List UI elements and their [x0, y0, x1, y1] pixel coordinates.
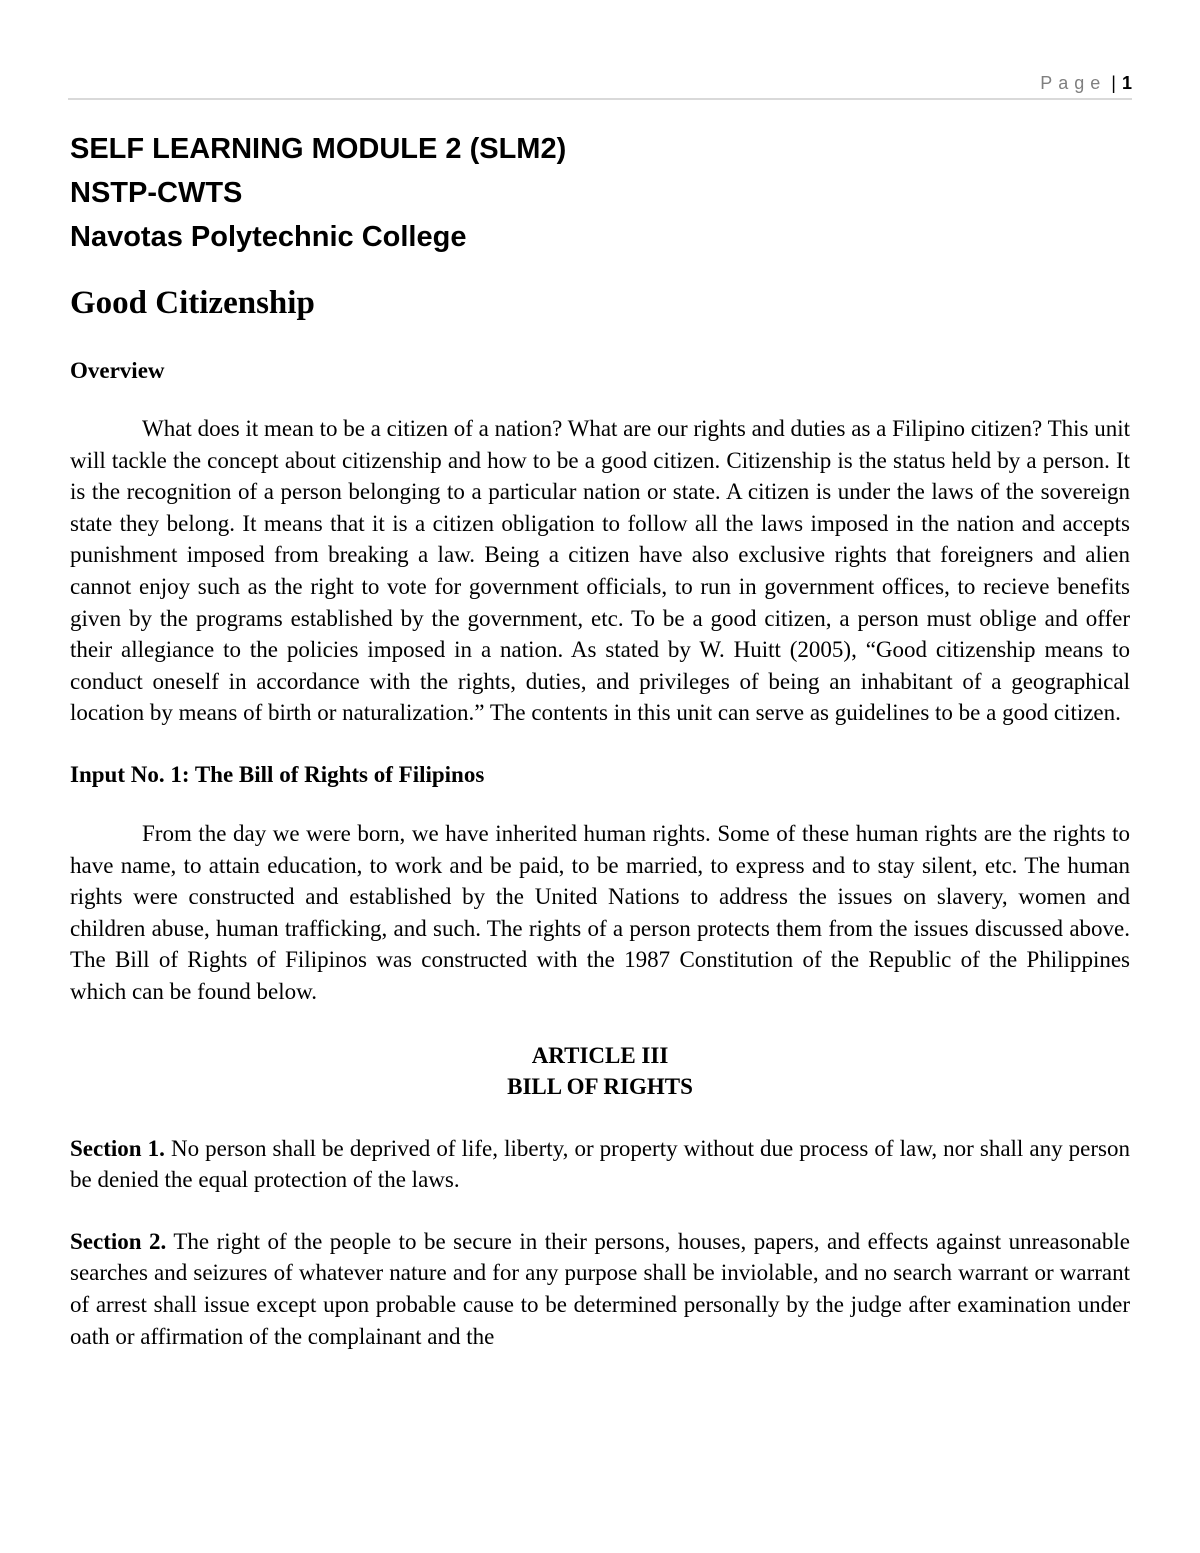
- page-number: 1: [1121, 73, 1132, 93]
- overview-heading: Overview: [70, 358, 165, 383]
- article-title: BILL OF RIGHTS: [507, 1074, 693, 1100]
- overview-paragraph: What does it mean to be a citizen of a nation? What are our rights and duties as a Filipino citizen? This unit will tackle the concept about citizenship and how to be a good citizen. Citizenship is the status held by a person. It is the recognition of a person belonging to a particular nation or state. A citizen is under the laws of the sovereign state they belong. It means that it is a citizen obligation to follow all the laws imposed in the nation and accepts punishment imposed from breaking a law. Being a citizen have also exclusive rights that foreigners and alien cannot enjoy such as the right to vote for government officials, to run in government offices, to recieve benefits given by the programs established by the government, etc. To be a good citizen, a person must oblige and offer their allegiance to the policies imposed in a nation. As stated by W. Huitt (2005), “Good citizenship means to conduct oneself in accordance with the rights, duties, and privileges of being an inhabitant of a geographical location by means of birth or naturalization.” The contents in this unit can serve as guidelines to be a good citizen.: [70, 416, 1130, 726]
- section-2-text: The right of the people to be secure in their persons, houses, papers, and effects against unreasonable searches and seizures of whatever nature and for any purpose shall be inviolable, and no search warrant or warrant of arrest shall issue except upon probable cause to be determined personally by the judge after examination under oath or affirmation of the complainant and the: [70, 1228, 1130, 1349]
- course-title: NSTP-CWTS: [70, 177, 243, 209]
- article-number: ARTICLE III: [531, 1042, 669, 1068]
- document-body: [70, 127, 1130, 1352]
- section-2: [70, 1226, 1130, 1352]
- page-header: [0, 73, 1132, 94]
- section-1-label: Section 1.: [70, 1135, 165, 1161]
- institution-name: Navotas Polytechnic College: [70, 221, 467, 253]
- page-separator: |: [1111, 73, 1116, 93]
- section-1-text: No person shall be deprived of life, liberty, or property without due process of law, nor shall any person be denied the equal protection of the laws.: [70, 1135, 1130, 1193]
- module-title: SELF LEARNING MODULE 2 (SLM2): [70, 133, 567, 165]
- section-2-label: Section 2.: [70, 1228, 167, 1254]
- input-paragraph: From the day we were born, we have inherited human rights. Some of these human rights are the rights to have name, to attain education, to work and be paid, to be married, to express and to stay silent, etc. The human rights were constructed and established by the United Nations to address the issues on slavery, women and children abuse, human trafficking, and such. The rights of a person protects them from the issues discussed above. The Bill of Rights of Filipinos was constructed with the 1987 Constitution of the Republic of the Philippines which can be found below.: [70, 820, 1130, 1004]
- page-label: Page: [1040, 73, 1107, 93]
- unit-title: Good Citizenship: [70, 285, 315, 321]
- header-divider: [68, 98, 1132, 100]
- section-1: [70, 1133, 1130, 1196]
- input-heading: Input No. 1: The Bill of Rights of Filipinos: [70, 761, 485, 787]
